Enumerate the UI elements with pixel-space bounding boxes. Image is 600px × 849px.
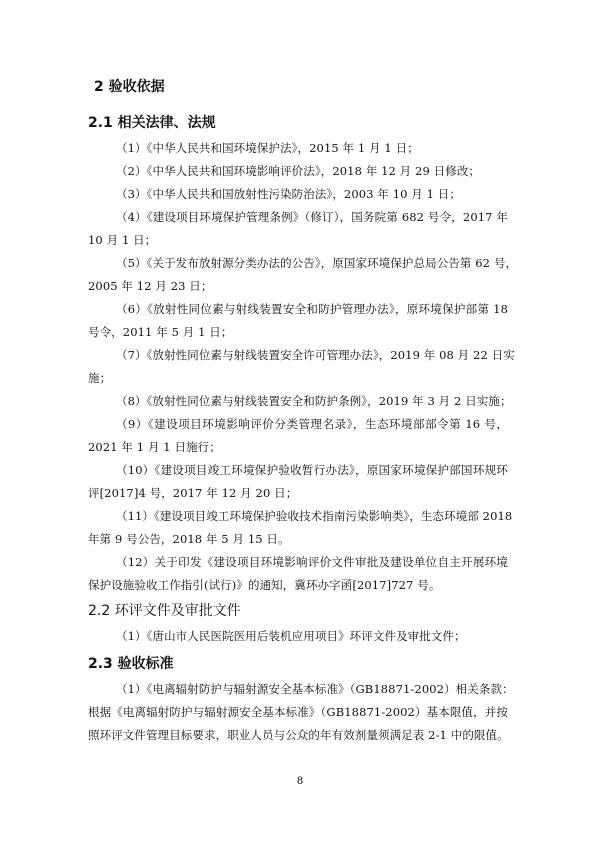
law-item-9-line-2: 2021 年 1 月 1 日施行； [88,440,221,454]
eia-document-item-1: （1）《唐山市人民医院医用后装机应用项目》环评文件及审批文件； [116,629,466,643]
standard-item-1-line-3: 照环评文件管理目标要求，职业人员与公众的年有效剂量须满足表 2-1 中的限值。 [88,728,509,742]
law-item-4-line-2: 10 月 1 日； [88,233,157,247]
subsection-title-2-1: 2.1 相关法律、法规 [88,115,216,131]
law-item-11-line-2: 年第 9 号公告，2018 年 5 月 15 日。 [88,532,290,546]
law-item-5-line-2: 2005 年 12 月 23 日； [88,279,213,293]
law-item-8: （8）《放射性同位素与射线装置安全和防护条例》，2019 年 3 月 2 日实施； [116,394,512,408]
law-item-12-line-1: （12）关于印发《建设项目环境影响评价文件审批及建设单位自主开展环境 [116,555,508,569]
subsection-title-2-3: 2.3 验收标准 [88,656,174,672]
law-item-10-line-2: 评[2017]4 号，2017 年 12 月 20 日； [88,486,298,500]
law-item-6-line-1: （6）《放射性同位素与射线装置安全和防护管理办法》，原环境保护部第 18 [116,302,508,316]
law-item-5-line-1: （5）《关于发布放射源分类办法的公告》，原国家环境保护总局公告第 62 号， [116,256,518,270]
law-item-1: （1）《中华人民共和国环境保护法》，2015 年 1 月 1 日； [116,141,419,155]
law-item-12-line-2: 保护设施验收工作指引(试行)》的通知，冀环办字函[2017]727 号。 [88,578,441,592]
section-title: 2 验收依据 [94,79,165,95]
page-number: 8 [296,776,304,787]
law-item-11-line-1: （11）《建设项目竣工环境保护验收技术指南污染影响类》，生态环境部 2018 [116,509,513,523]
law-item-7-line-2: 施； [88,371,112,385]
law-item-4-line-1: （4）《建设项目环境保护管理条例》（修订），国务院第 682 号令，2017 年 [116,210,508,224]
law-item-9-line-1: （9）《建设项目环境影响评价分类管理名录》，生态环境部部令第 16 号， [116,417,508,431]
subsection-title-2-2: 2.2 环评文件及审批文件 [88,603,241,619]
law-item-7-line-1: （7）《放射性同位素与射线装置安全许可管理办法》，2019 年 08 月 22 日实 [116,348,515,362]
law-item-2: （2）《中华人民共和国环境影响评价法》，2018 年 12 月 29 日修改； [116,164,481,178]
law-item-6-line-2: 号令，2011 年 5 月 1 日； [88,325,233,339]
law-item-10-line-1: （10）《建设项目竣工环境保护验收暂行办法》，原国家环境保护部国环规环 [116,463,508,477]
law-item-3: （3）《中华人民共和国放射性污染防治法》，2003 年 10 月 1 日； [116,187,462,201]
standard-item-1-line-2: 根据《电离辐射防护与辐射源安全基本标准》（GB18871-2002）基本限值，并按 [88,705,508,719]
standard-item-1-line-1: （1）《电离辐射防护与辐射源安全基本标准》（GB18871-2002）相关条款： [116,682,514,696]
